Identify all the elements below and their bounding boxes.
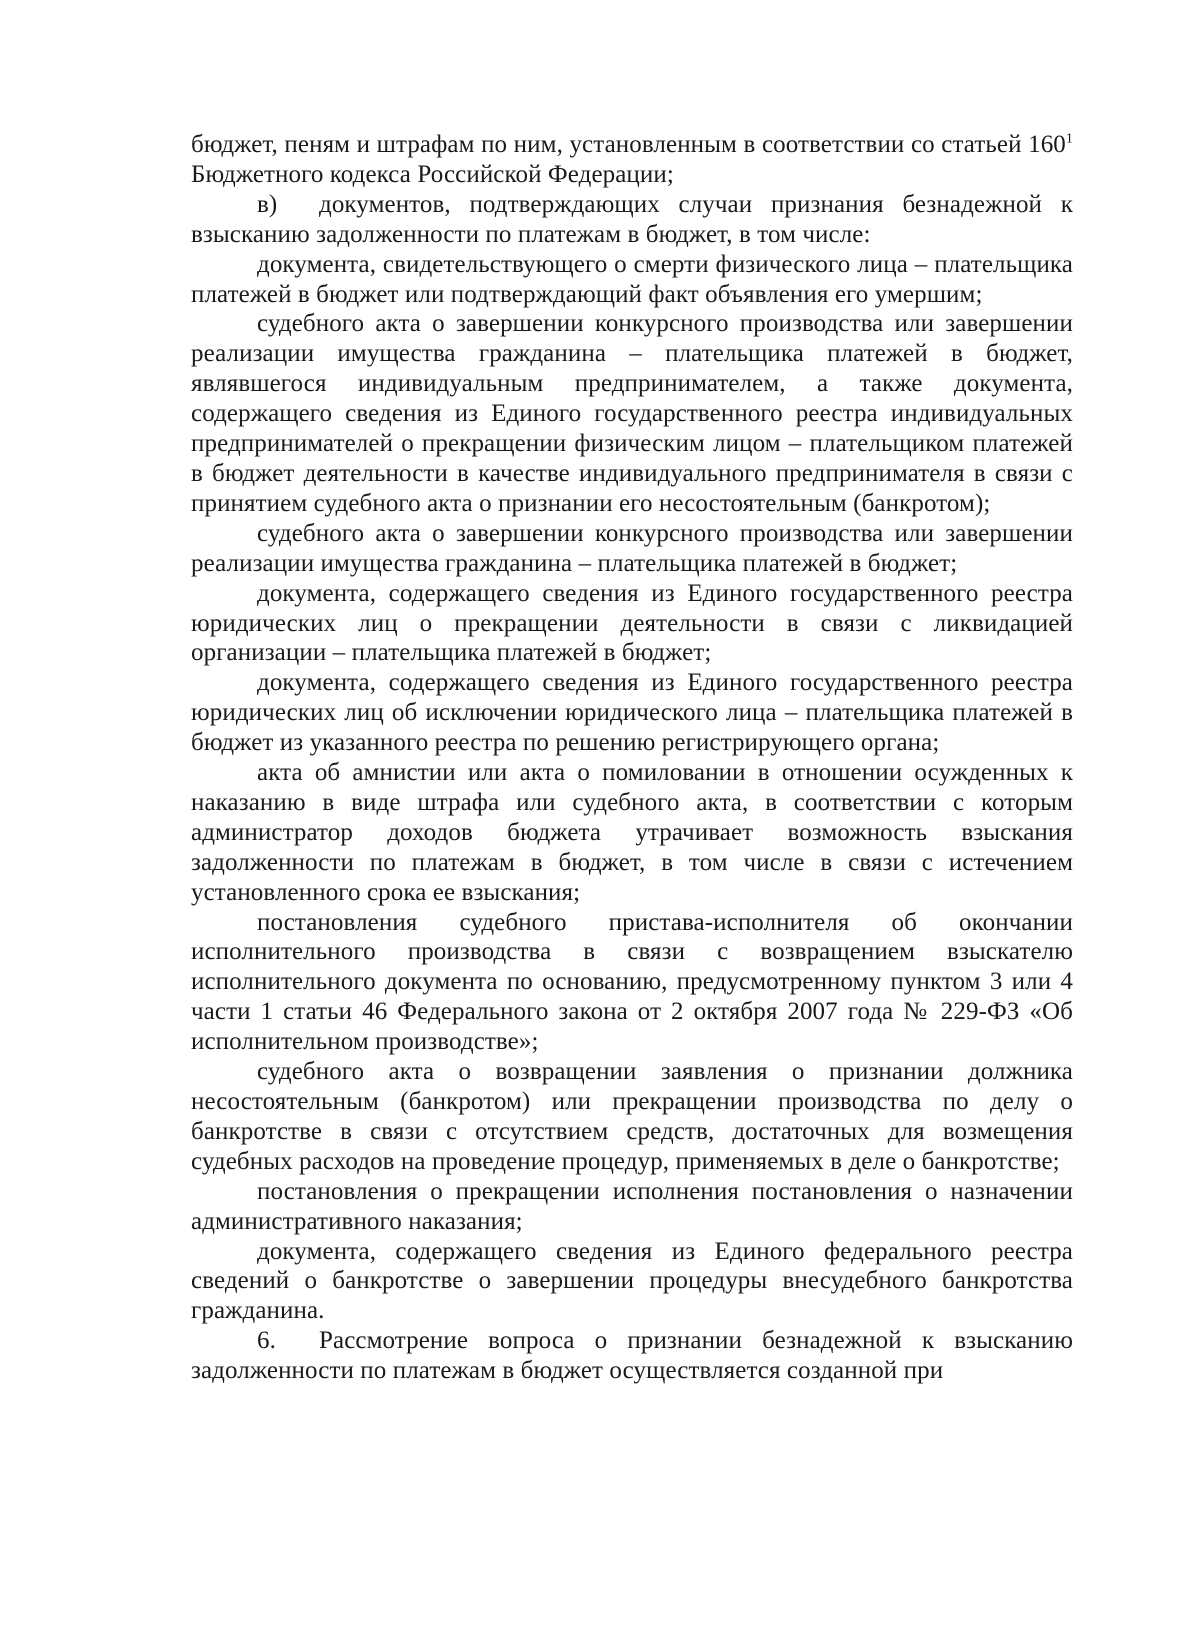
list-item: постановления о прекращении исполнения постановления о назначении административного наказания; xyxy=(191,1177,1073,1235)
list-item: постановления судебного пристава-исполнителя об окончании исполнительного производства в связи с возвращением взыскателю исполнительного документа по основанию, предусмотренному пунктом 3 или 4 части 1 статьи 46 Федерального закона от 2 октября 2007 года № 229-ФЗ «Об исполнительном производстве»; xyxy=(191,908,1073,1056)
item-6-label: 6. xyxy=(257,1327,276,1355)
intro-text-end: Бюджетного кодекса Российской Федерации; xyxy=(191,160,674,188)
document-page xyxy=(191,130,1073,1386)
intro-paragraph xyxy=(191,130,1073,190)
list-item: документа, содержащего сведения из Единого государственного реестра юридических лиц об исключении юридического лица – плательщика платежей в бюджет из указанного реестра по решению регистрирующего органа; xyxy=(191,669,1073,757)
list-item: документа, свидетельствующего о смерти физического лица – плательщика платежей в бюджет или подтверждающий факт объявления его умершим; xyxy=(191,250,1073,308)
list-item: документа, содержащего сведения из Единого федерального реестра сведений о банкротстве о завершении процедуры внесудебного банкротства гражданина. xyxy=(191,1237,1073,1325)
list-item: судебного акта о завершении конкурсного производства или завершении реализации имущества гражданина – плательщика платежей в бюджет; xyxy=(191,519,1073,577)
item-v-paragraph xyxy=(191,190,1073,250)
list-item: судебного акта о возвращении заявления о признании должника несостоятельным (банкротом) или прекращении производства по делу о банкротстве в связи с отсутствием средств, достаточных для возмещения судебных расходов на проведение процедур, применяемых в деле о банкротстве; xyxy=(191,1058,1073,1175)
item-6-paragraph xyxy=(191,1326,1073,1386)
list-item: документа, содержащего сведения из Единого государственного реестра юридических лиц о прекращении деятельности в связи с ликвидацией организации – плательщика платежей в бюджет; xyxy=(191,579,1073,667)
article-superscript: 1 xyxy=(1065,131,1073,147)
intro-text: бюджет, пеням и штрафам по ним, установленным в соответствии со статьей 160 xyxy=(191,131,1066,158)
item-v-text: документов, подтверждающих случаи признания безнадежной к взысканию задолженности по платежам в бюджет, в том числе: xyxy=(191,190,1073,248)
list-item: судебного акта о завершении конкурсного производства или завершении реализации имущества гражданина – плательщика платежей в бюджет, являвшегося индивидуальным предпринимателем, а также документа, содержащего сведения из Единого государственного реестра индивидуальных предпринимателей о прекращении физическим лицом – плательщиком платежей в бюджет деятельности в качестве индивидуального предпринимателя в связи с принятием судебного акта о признании его несостоятельным (банкротом); xyxy=(191,310,1073,517)
item-6-text: Рассмотрение вопроса о признании безнадежной к взысканию задолженности по платежам в бюджет осуществляется созданной при xyxy=(191,1327,1073,1385)
item-v-label: в) xyxy=(257,190,278,218)
list-item: акта об амнистии или акта о помиловании в отношении осужденных к наказанию в виде штрафа или судебного акта, в соответствии с которым администратор доходов бюджета утрачивает возможность взыскания задолженности по платежам в бюджет, в том числе в связи с истечением установленного срока ее взыскания; xyxy=(191,759,1073,906)
